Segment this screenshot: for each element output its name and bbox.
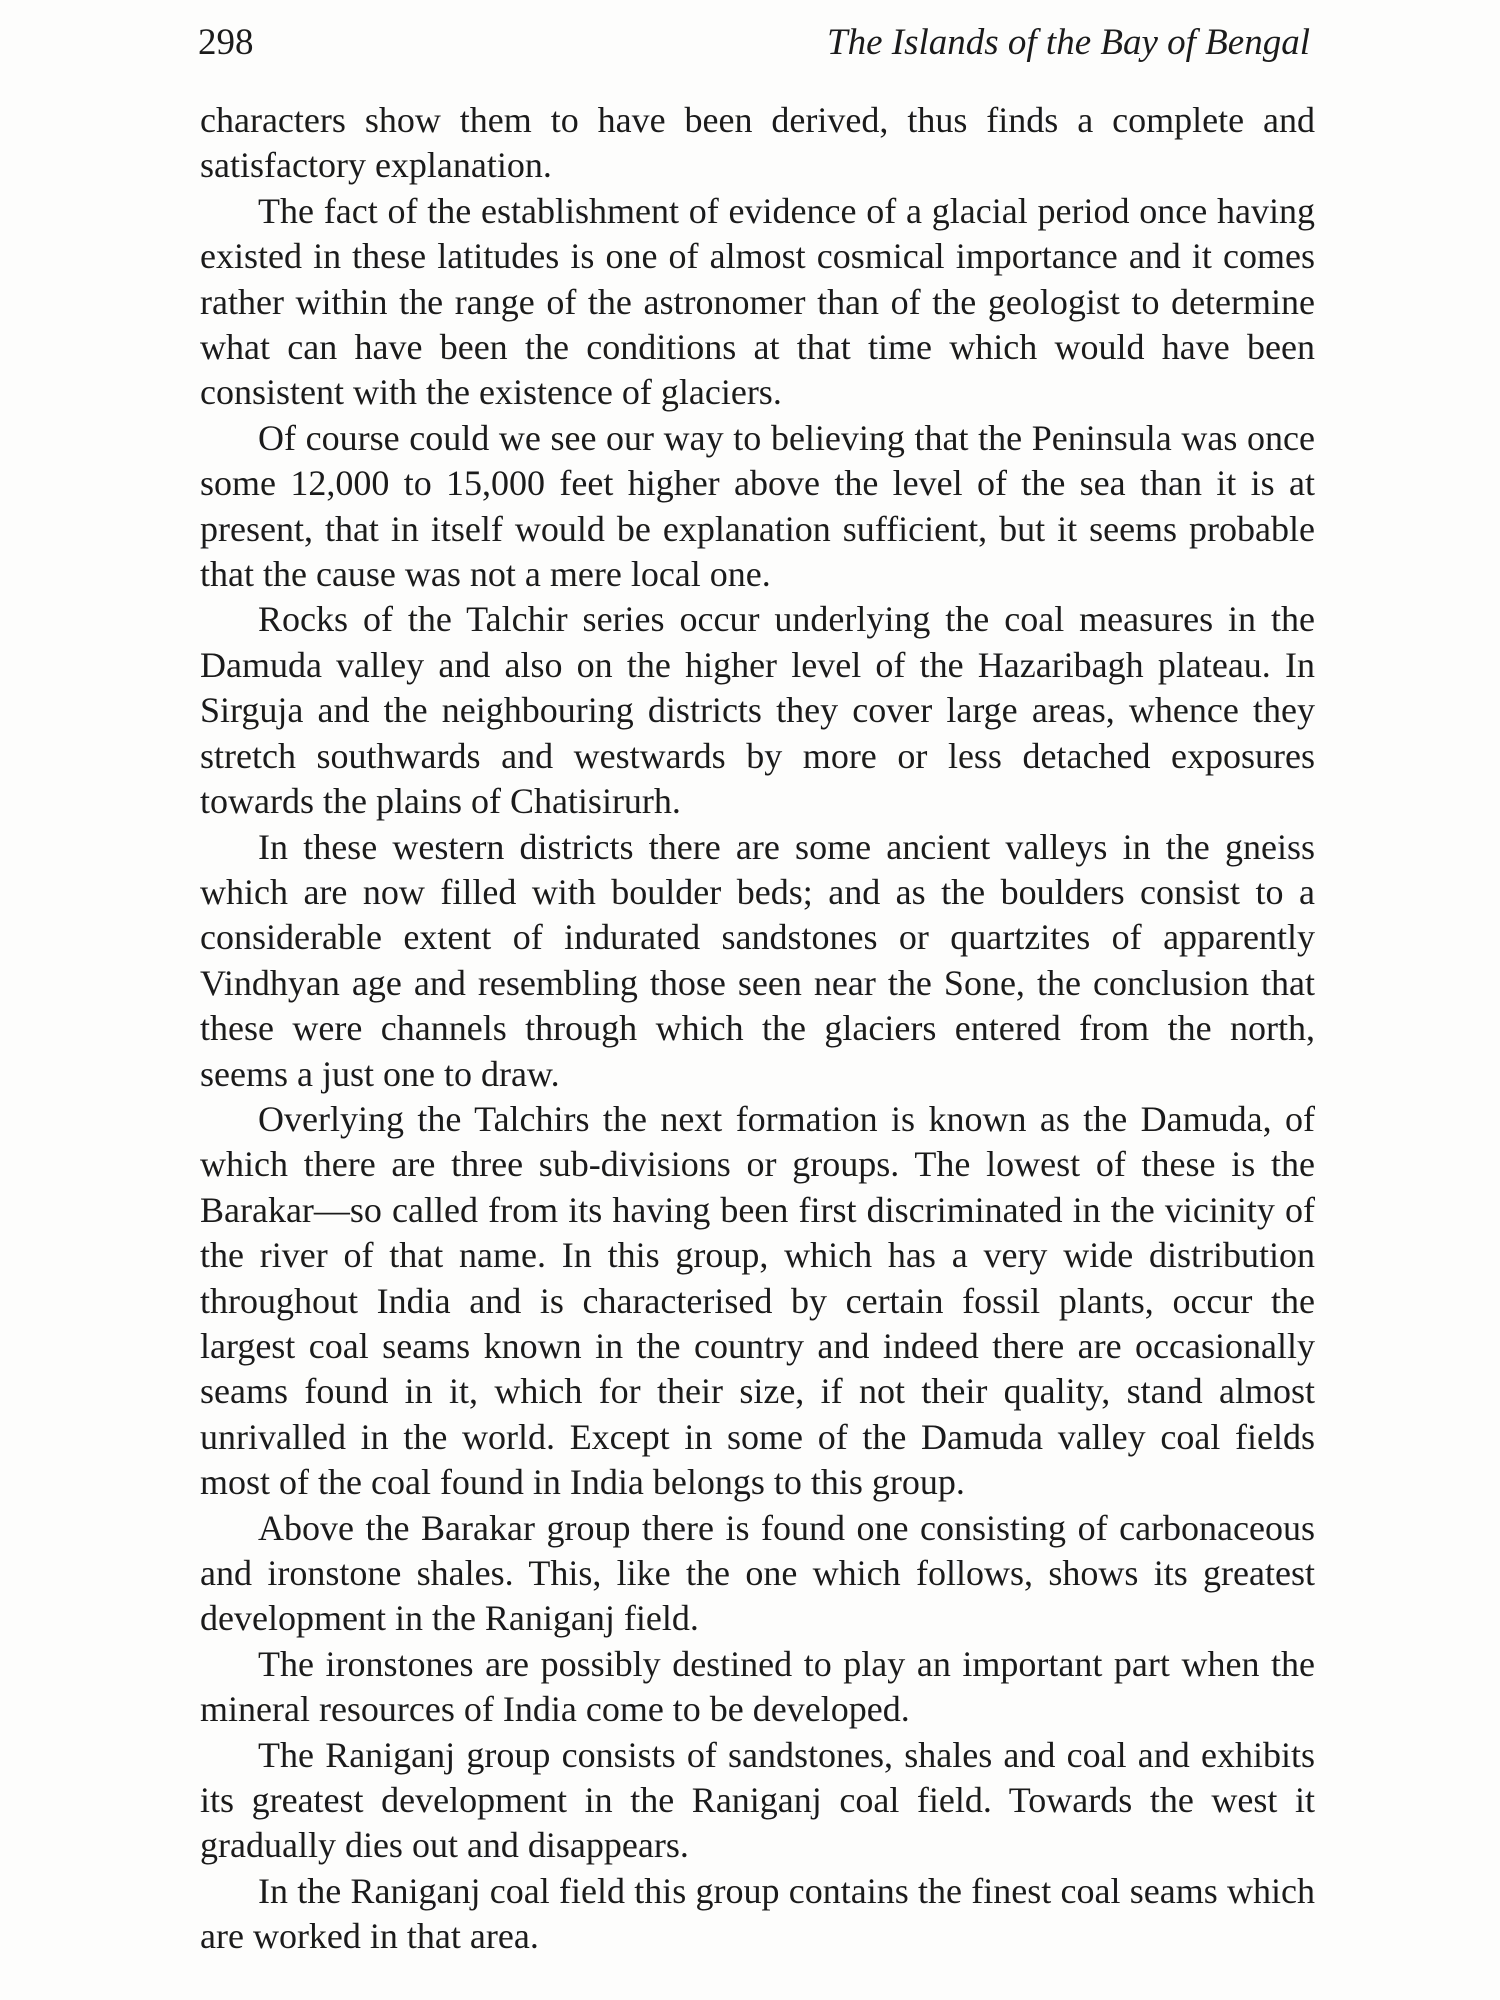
body-text	[200, 98, 1315, 1960]
paragraph-peninsula-elevation: Of course could we see our way to believing that the Peninsula was once some 12,000 to 15,000 feet higher above the level of the sea than it is at present, that in itself would be explanation sufficient, but it seems probable that the cause was not a mere local one.	[200, 417, 1315, 595]
paragraph-raniganj-coal-field: In the Raniganj coal field this group contains the finest coal seams which are worked in that area.	[200, 1870, 1315, 1957]
paragraph-ironstones: The ironstones are possibly destined to play an important part when the mineral resources of India come to be developed.	[200, 1643, 1315, 1730]
running-title: The Islands of the Bay of Bengal	[827, 22, 1310, 63]
paragraph-talchir-series: Rocks of the Talchir series occur underlying the coal measures in the Damuda valley and also on the higher level of the Hazaribagh plateau. In Sirguja and the neighbouring districts they cover large areas, whence they stretch southwards and westwards by more or less detached exposures towards the plains of Chatisirurh.	[200, 599, 1315, 822]
paragraph-ironstone-shales: Above the Barakar group there is found one consisting of carbonaceous and ironstone shales. This, like the one which follows, shows its greatest development in the Raniganj field.	[200, 1507, 1315, 1639]
page-header	[198, 18, 1310, 68]
paragraph-raniganj-group: The Raniganj group consists of sandstones, shales and coal and exhibits its greatest development in the Raniganj coal field. Towards the west it gradually dies out and disappears.	[200, 1734, 1315, 1866]
paragraph-western-districts: In these western districts there are some ancient valleys in the gneiss which are now filled with boulder beds; and as the boulders consist to a considerable extent of indurated sandstones or quartzites of apparently Vindhyan age and resembling those seen near the Sone, the conclusion that these were channels through which the glaciers entered from the north, seems a just one to draw.	[200, 826, 1315, 1094]
page-number: 298	[198, 22, 254, 63]
paragraph-continuation: characters show them to have been derived, thus finds a complete and satisfactory explanation.	[200, 100, 1315, 186]
paragraph-damuda-formation: Overlying the Talchirs the next formation is known as the Damuda, of which there are three sub-divisions or groups. The lowest of these is the Barakar—so called from its having been first discriminated in the vicinity of the river of that name. In this group, which has a very wide distribution throughout India and is characterised by certain fossil plants, occur the largest coal seams known in the country and indeed there are occasionally seams found in it, which for their size, if not their quality, stand almost unrivalled in the world. Except in some of the Damuda valley coal fields most of the coal found in India belongs to this group.	[200, 1098, 1315, 1503]
paragraph-glacial-period: The fact of the establishment of evidence of a glacial period once having existed in these latitudes is one of almost cosmical importance and it comes rather within the range of the astronomer than of the geologist to determine what can have been the conditions at that time which would have been consistent with the existence of glaciers.	[200, 190, 1315, 413]
